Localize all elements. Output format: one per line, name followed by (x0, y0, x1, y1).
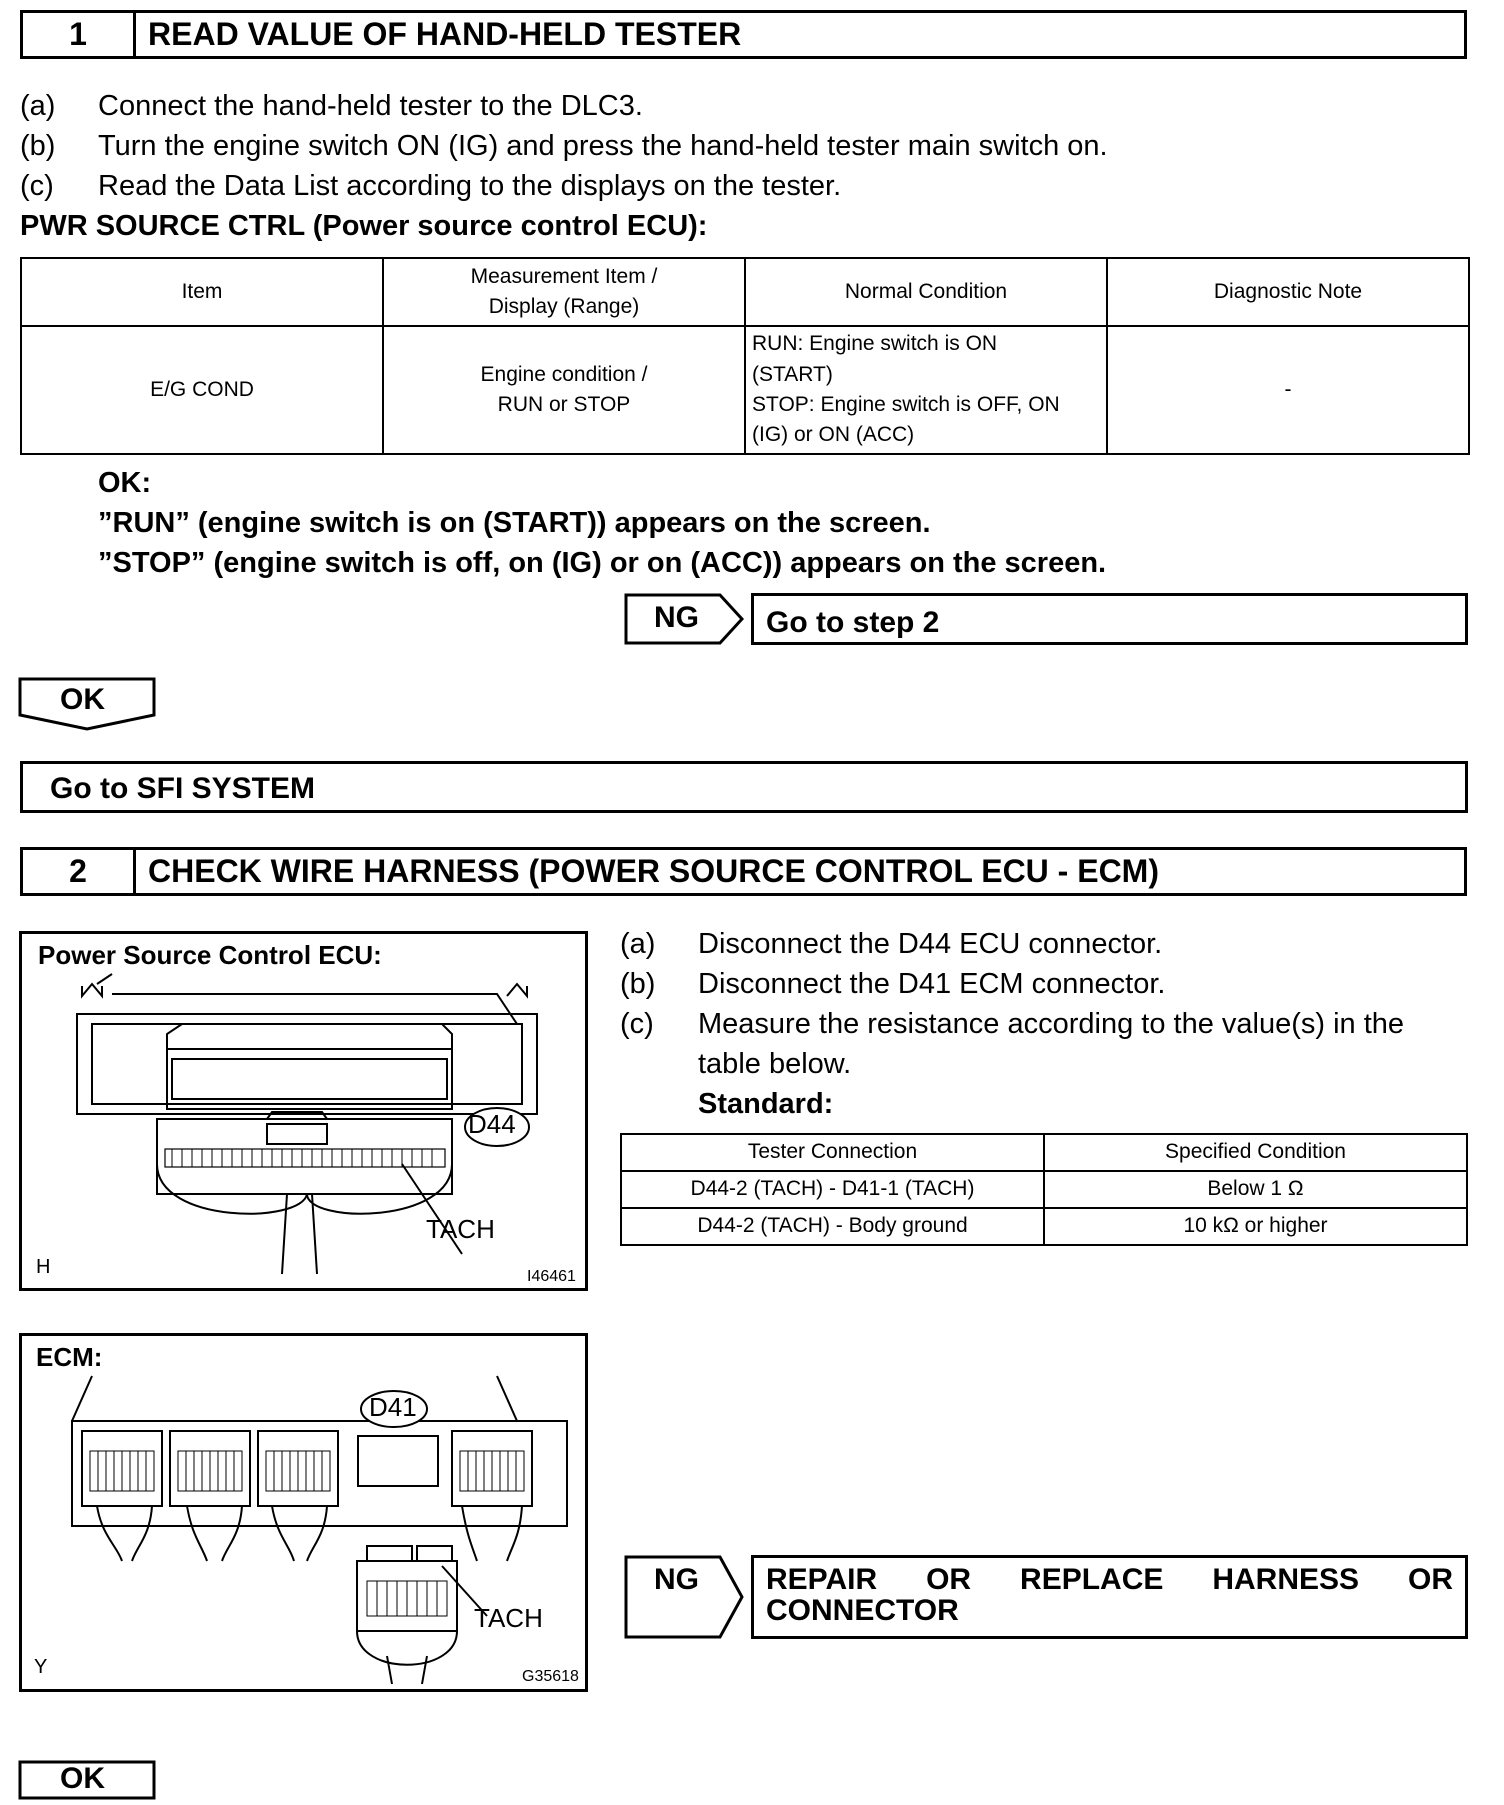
step-title: CHECK WIRE HARNESS (POWER SOURCE CONTROL ECU - ECM) (148, 853, 1159, 889)
figure-code: I46461 (527, 1268, 576, 1285)
figure-ecm (19, 1333, 588, 1692)
data-list-table (20, 257, 1470, 455)
corner-mark: H (36, 1256, 51, 1278)
step-number: 1 (23, 13, 136, 56)
header-specified-condition: Specified Condition (1044, 1134, 1467, 1171)
step1-header (20, 10, 1467, 59)
ok-label: OK (60, 683, 105, 716)
table-row (21, 326, 1469, 454)
header-note: Diagnostic Note (1107, 258, 1469, 326)
figure-title: Power Source Control ECU: (38, 940, 382, 970)
ok-label: OK (60, 1762, 105, 1795)
ecm-connector-illustration (22, 1336, 585, 1689)
cell-normal: RUN: Engine switch is ON (START) STOP: Engine switch is OFF, ON (IG) or ON (ACC) (745, 326, 1107, 454)
connector-label-d44: D44 (468, 1109, 516, 1139)
standard-label: Standard: (698, 1088, 834, 1120)
table-row: D44-2 (TACH) - D41-1 (TACH) Below 1 Ω (621, 1171, 1467, 1208)
ok-button (18, 677, 158, 731)
ok-button (18, 1760, 158, 1800)
ng-label: NG (654, 601, 699, 634)
figure-title: ECM: (36, 1342, 103, 1372)
ng-action: Go to step 2 (751, 593, 1468, 645)
resistance-table (620, 1133, 1468, 1246)
ng-action: REPAIR OR REPLACE HARNESS OR CONNECTOR (751, 1555, 1468, 1639)
cell-measurement: Engine condition / RUN or STOP (383, 326, 745, 454)
table-row: D44-2 (TACH) - Body ground 10 kΩ or higher (621, 1208, 1467, 1245)
pin-label-tach: TACH (426, 1214, 495, 1244)
table-header-row (621, 1134, 1467, 1171)
header-tester-connection: Tester Connection (621, 1134, 1044, 1171)
step2-header (20, 847, 1467, 896)
step-title: READ VALUE OF HAND-HELD TESTER (148, 16, 742, 52)
ng-label: NG (654, 1563, 699, 1596)
step-number: 2 (23, 850, 136, 893)
connector-label-d41: D41 (369, 1392, 417, 1422)
ng-indicator (624, 1555, 744, 1639)
table-heading: PWR SOURCE CTRL (Power source control ECU): (20, 210, 708, 242)
result-box: Go to SFI SYSTEM (20, 761, 1468, 813)
ok-label: OK: (98, 467, 152, 499)
cell-note: - (1107, 326, 1469, 454)
header-normal: Normal Condition (745, 258, 1107, 326)
ok-line-1: ”RUN” (engine switch is on (START)) appears on the screen. (98, 507, 931, 539)
pin-label-tach: TACH (474, 1603, 543, 1633)
table-header-row (21, 258, 1469, 326)
corner-mark: Y (34, 1656, 48, 1678)
ng-indicator (624, 593, 744, 645)
figure-code: G35618 (522, 1668, 579, 1685)
ok-line-2: ”STOP” (engine switch is off, on (IG) or on (ACC)) appears on the screen. (98, 547, 1107, 579)
cell-item: E/G COND (21, 326, 383, 454)
header-measurement: Measurement Item / Display (Range) (383, 258, 745, 326)
figure-power-source-ecu (19, 931, 588, 1291)
header-item: Item (21, 258, 383, 326)
